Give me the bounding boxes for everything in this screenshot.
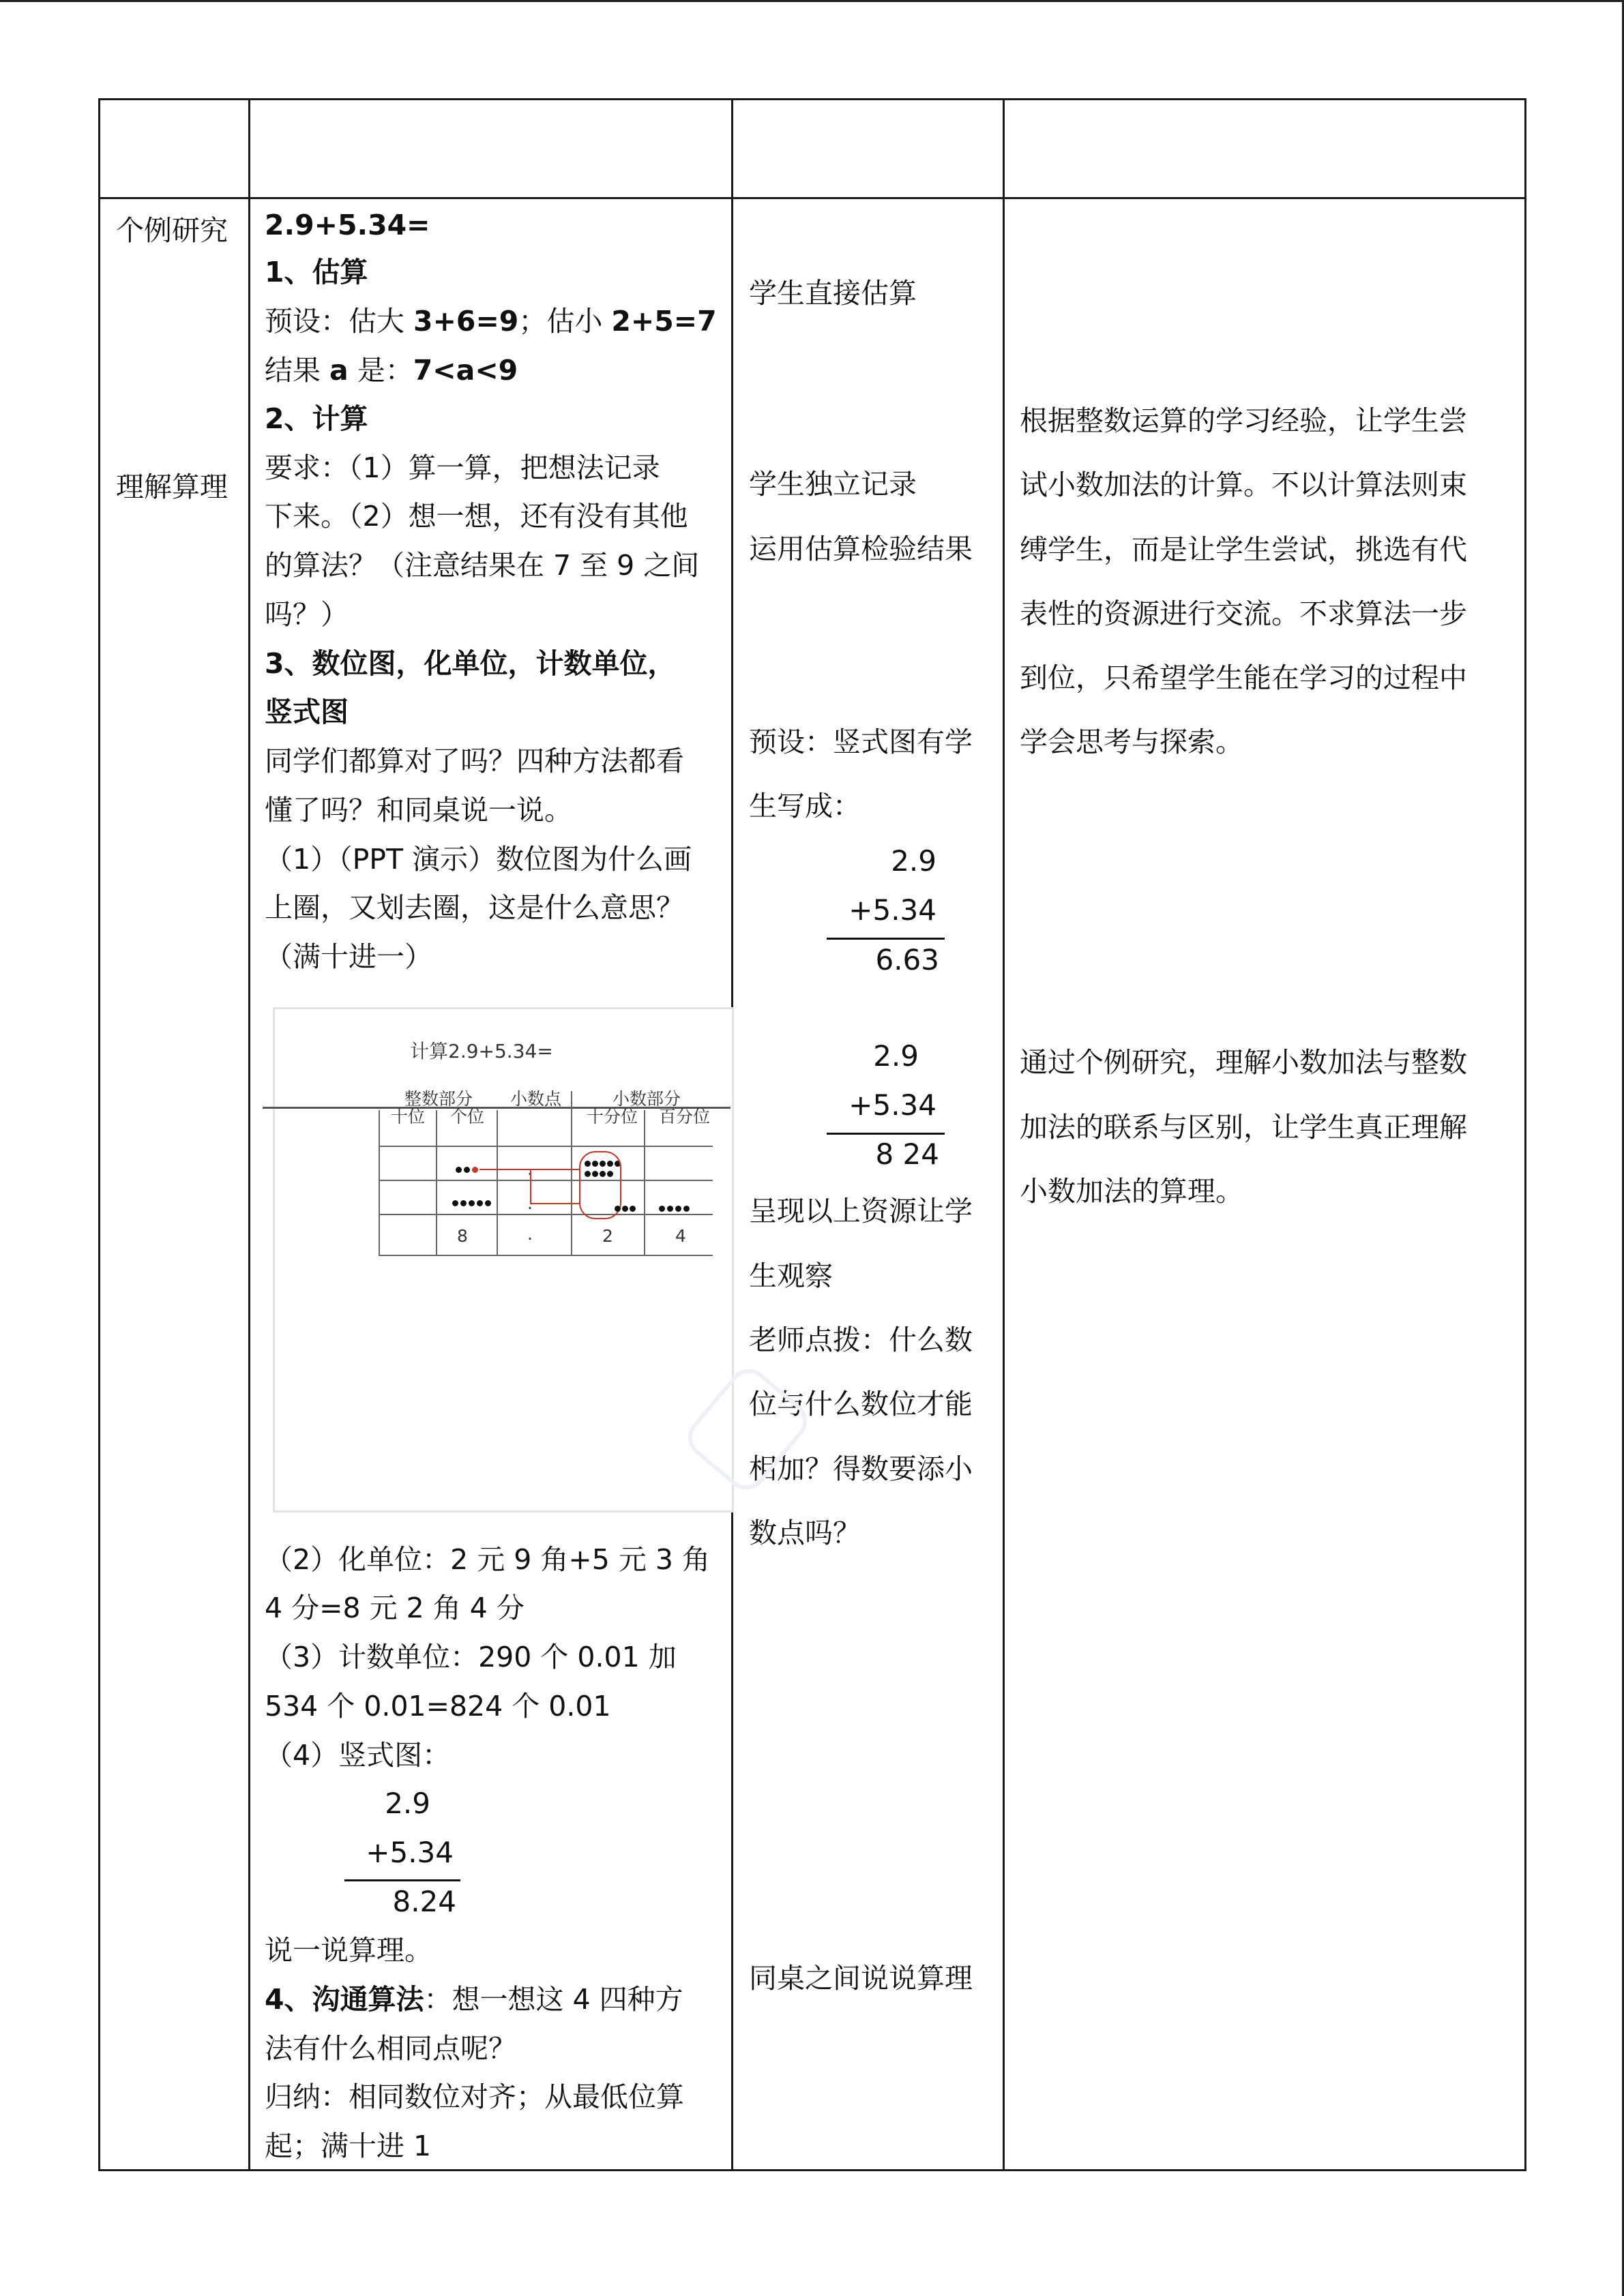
diagram-title: 计算2.9+5.34= <box>410 1040 553 1062</box>
section-methods-title: 3、数位图，化单位，计数单位， <box>265 647 676 680</box>
teacher-guidance: 老师点拨：什么数 <box>749 1324 973 1356</box>
column-divider-3 <box>1003 98 1005 2171</box>
sample-b-line <box>827 1133 945 1135</box>
method-vertical-form: （4）竖式图： <box>265 1739 451 1772</box>
methods-line: （满十进一） <box>265 940 432 973</box>
explain-principle: 说一说算理。 <box>265 1934 432 1967</box>
summary-line: 归纳：相同数位对齐；从最低位算 <box>265 2081 684 2113</box>
estimate-line-1: 预设：估大 3+6=9；估小 2+5=7 <box>265 305 717 338</box>
method-unit-conversion: （2）化单位：2 元 9 角+5 元 3 角 <box>265 1543 710 1576</box>
table-top-border <box>98 98 1526 100</box>
estimate-line-2: 结果 a 是：7<a<9 <box>265 354 518 387</box>
header-decimal-point: 小数点 <box>510 1089 562 1109</box>
method-unit-conversion-cont: 4 分=8 元 2 角 4 分 <box>265 1592 525 1624</box>
stage-label-case-study: 个例研究 <box>116 214 228 247</box>
student-activity: 学生直接估算 <box>749 277 917 310</box>
vertical-addend: +5.34 <box>366 1836 454 1869</box>
teacher-guidance: 位与什么数位才能 <box>749 1388 973 1420</box>
vertical-top-number: 2.9 <box>385 1787 430 1820</box>
method-counting-unit: （3）计数单位：290 个 0.01 加 <box>265 1641 677 1673</box>
compare-methods-line: 法有什么相同点呢？ <box>265 2032 516 2065</box>
vertical-sum-line <box>344 1879 460 1881</box>
header-decimal-part: 小数部分 <box>612 1089 681 1109</box>
design-intent-line: 到位，只希望学生能在学习的过程中 <box>1020 661 1467 694</box>
sample-a-line <box>827 938 945 940</box>
section-methods-title-cont: 竖式图 <box>265 696 349 728</box>
calculate-line: 的算法？（注意结果在 7 至 9 之间 <box>265 549 700 582</box>
result-point: . <box>527 1224 533 1244</box>
student-activity: 同桌之间说说算理 <box>749 1962 973 1995</box>
student-activity: 生写成： <box>749 790 861 822</box>
sample-b-top: 2.9 <box>873 1039 919 1073</box>
stage-label-understand-principle: 理解算理 <box>116 471 228 503</box>
sample-b-addend: +5.34 <box>848 1088 936 1122</box>
table-bottom-border <box>98 2169 1526 2171</box>
decimal-point: . <box>527 1193 533 1213</box>
col-hundredths: 百分位 <box>659 1107 711 1127</box>
calculate-line: 吗？） <box>265 598 349 631</box>
table-right-border <box>1524 98 1526 2171</box>
calculate-line: 要求：（1）算一算，把想法记录 <box>265 451 660 484</box>
column-divider-1 <box>248 98 250 2171</box>
design-intent-line: 根据整数运算的学习经验，让学生尝 <box>1020 404 1467 437</box>
student-activity: 呈现以上资源让学 <box>749 1195 973 1227</box>
result-hundredths: 4 <box>675 1226 686 1246</box>
page-top-border <box>0 0 1624 2</box>
student-activity: 预设：竖式图有学 <box>749 726 973 758</box>
problem-expression: 2.9+5.34= <box>265 209 430 241</box>
design-intent-line: 通过个例研究，理解小数加法与整数 <box>1020 1046 1467 1079</box>
compare-methods-line: 4、沟通算法：想一想这 4 四种方 <box>265 1983 683 2016</box>
student-activity: 学生独立记录 <box>749 468 917 501</box>
design-intent-line: 试小数加法的计算。不以计算法则束 <box>1020 468 1467 501</box>
design-intent-line: 小数加法的算理。 <box>1020 1175 1243 1208</box>
section-calculate-title: 2、计算 <box>265 402 368 435</box>
section-estimate-title: 1、估算 <box>265 256 368 288</box>
teacher-guidance: 相加？得数要添小 <box>749 1452 973 1485</box>
vertical-result: 8.24 <box>392 1885 456 1918</box>
methods-line: 同学们都算对了吗？四种方法都看 <box>265 745 684 777</box>
design-intent-line: 表性的资源进行交流。不求算法一步 <box>1020 597 1467 630</box>
col-tens: 十位 <box>391 1107 426 1127</box>
methods-line: 上圈，又划去圈，这是什么意思？ <box>265 891 684 924</box>
col-ones: 个位 <box>450 1107 485 1127</box>
header-integer-part: 整数部分 <box>404 1089 473 1109</box>
table-left-border <box>98 98 100 2171</box>
methods-line: （1）（PPT 演示）数位图为什么画 <box>265 843 692 876</box>
methods-line: 懂了吗？和同桌说一说。 <box>265 794 572 826</box>
sample-a-top: 2.9 <box>891 844 936 878</box>
sample-a-result: 6.63 <box>875 943 939 976</box>
student-activity: 生观察 <box>749 1259 833 1292</box>
design-intent-line: 缚学生，而是让学生尝试，挑选有代 <box>1020 533 1467 566</box>
teacher-guidance: 数点吗？ <box>749 1517 861 1549</box>
table-row-divider <box>98 197 1526 199</box>
sample-a-addend: +5.34 <box>848 893 936 927</box>
sample-b-result: 8 24 <box>875 1137 939 1171</box>
result-tenths: 2 <box>602 1226 613 1246</box>
student-activity: 运用估算检验结果 <box>749 533 973 565</box>
place-value-diagram <box>273 1007 734 1512</box>
calculate-line: 下来。（2）想一想，还有没有其他 <box>265 500 688 533</box>
result-ones: 8 <box>457 1226 468 1246</box>
design-intent-line: 学会思考与探索。 <box>1020 726 1243 758</box>
col-tenths: 十分位 <box>587 1107 638 1127</box>
summary-line: 起；满十进 1 <box>265 2130 432 2162</box>
method-counting-unit-cont: 534 个 0.01=824 个 0.01 <box>265 1690 611 1723</box>
design-intent-line: 加法的联系与区别，让学生真正理解 <box>1020 1111 1467 1144</box>
